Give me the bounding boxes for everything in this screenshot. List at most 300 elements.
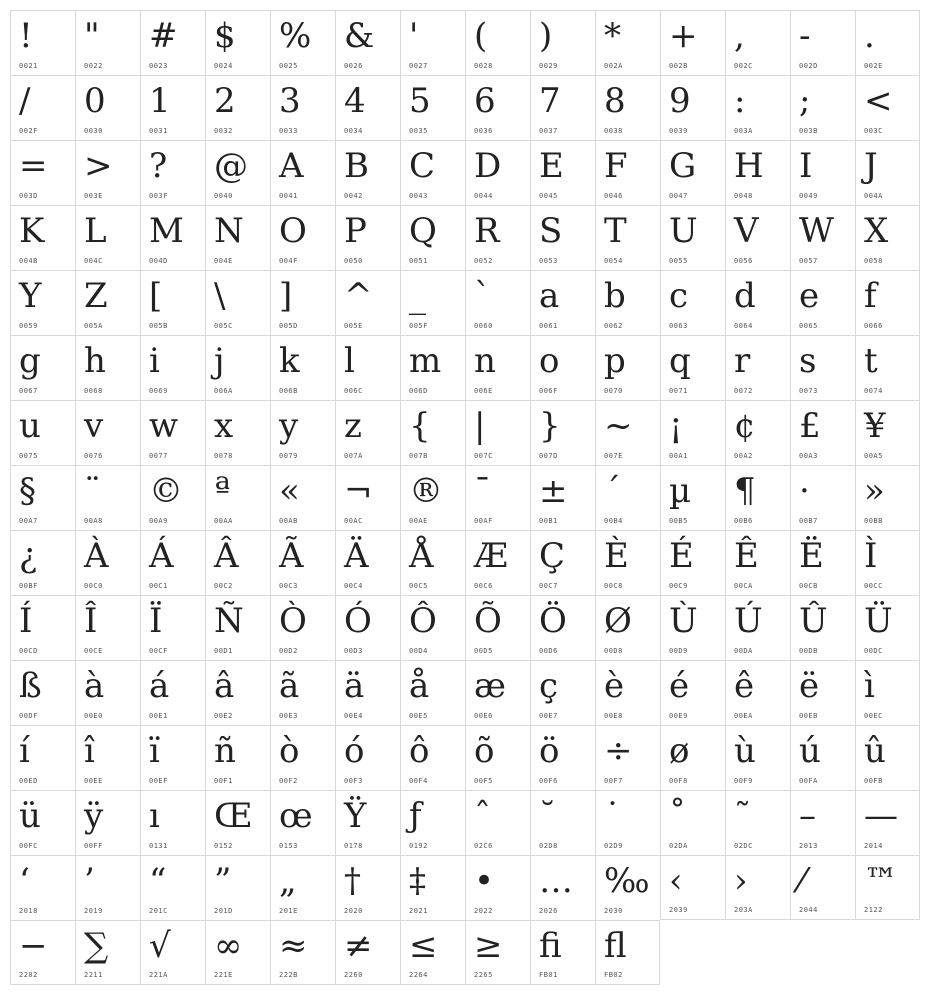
- glyph-cell[interactable]: [400, 660, 465, 725]
- glyph-cell[interactable]: [10, 595, 75, 660]
- glyph-cell[interactable]: [270, 920, 335, 985]
- glyph-cell[interactable]: [205, 465, 270, 530]
- glyph-character: ˘: [539, 796, 556, 836]
- glyph-cell[interactable]: [855, 140, 920, 205]
- glyph-cell[interactable]: [335, 530, 400, 595]
- glyph-cell[interactable]: [205, 725, 270, 790]
- glyph-codepoint-label: 0059: [19, 322, 38, 330]
- glyph-codepoint-label: 0025: [279, 62, 298, 70]
- glyph-cell[interactable]: [205, 920, 270, 985]
- glyph-cell[interactable]: [595, 140, 660, 205]
- glyph-character: e: [799, 276, 820, 316]
- glyph-cell[interactable]: [790, 660, 855, 725]
- glyph-cell[interactable]: [530, 660, 595, 725]
- glyph-cell[interactable]: [205, 530, 270, 595]
- glyph-cell[interactable]: [75, 855, 140, 920]
- glyph-character: ›: [734, 861, 748, 901]
- glyph-character: è: [604, 666, 625, 706]
- glyph-cell[interactable]: [140, 790, 205, 855]
- glyph-codepoint-label: 0079: [279, 452, 298, 460]
- glyph-cell[interactable]: [205, 205, 270, 270]
- glyph-cell[interactable]: [140, 75, 205, 140]
- glyph-cell[interactable]: [270, 10, 335, 75]
- glyph-cell[interactable]: [140, 855, 205, 920]
- glyph-cell[interactable]: [10, 335, 75, 400]
- glyph-cell[interactable]: [270, 205, 335, 270]
- glyph-codepoint-label: 203A: [734, 906, 753, 914]
- glyph-cell[interactable]: [790, 465, 855, 530]
- glyph-cell[interactable]: [335, 205, 400, 270]
- glyph-cell[interactable]: [790, 140, 855, 205]
- glyph-cell[interactable]: [270, 595, 335, 660]
- glyph-cell[interactable]: [140, 400, 205, 465]
- glyph-cell[interactable]: [335, 595, 400, 660]
- glyph-character: £: [799, 406, 821, 446]
- glyph-character: G: [669, 146, 697, 186]
- glyph-character: ñ: [214, 731, 236, 771]
- glyph-cell[interactable]: [855, 855, 920, 920]
- glyph-cell[interactable]: [10, 725, 75, 790]
- glyph-character: »: [864, 471, 885, 511]
- glyph-cell[interactable]: [465, 140, 530, 205]
- glyph-character: ¨: [84, 471, 101, 511]
- glyph-cell[interactable]: [335, 10, 400, 75]
- glyph-cell[interactable]: [855, 335, 920, 400]
- glyph-cell[interactable]: [75, 335, 140, 400]
- glyph-codepoint-label: 00E7: [539, 712, 558, 720]
- glyph-cell[interactable]: [400, 270, 465, 335]
- glyph-cell[interactable]: [660, 595, 725, 660]
- glyph-cell[interactable]: [725, 530, 790, 595]
- glyph-cell[interactable]: [140, 465, 205, 530]
- glyph-cell[interactable]: [400, 10, 465, 75]
- glyph-character: À: [84, 536, 109, 576]
- glyph-cell[interactable]: [790, 10, 855, 75]
- glyph-cell[interactable]: [855, 725, 920, 790]
- glyph-codepoint-label: 2021: [409, 907, 428, 915]
- glyph-cell[interactable]: [270, 465, 335, 530]
- glyph-cell[interactable]: [10, 10, 75, 75]
- glyph-character: E: [539, 146, 564, 186]
- glyph-codepoint-label: 00CD: [19, 647, 38, 655]
- glyph-cell[interactable]: [140, 530, 205, 595]
- glyph-cell[interactable]: [10, 790, 75, 855]
- glyph-cell[interactable]: [595, 75, 660, 140]
- glyph-cell[interactable]: [205, 75, 270, 140]
- glyph-cell[interactable]: [660, 660, 725, 725]
- glyph-cell[interactable]: [270, 400, 335, 465]
- glyph-character: Ô: [409, 601, 437, 641]
- glyph-codepoint-label: 00CA: [734, 582, 753, 590]
- glyph-cell[interactable]: [400, 75, 465, 140]
- glyph-cell[interactable]: [660, 855, 725, 920]
- glyph-codepoint-label: 0131: [149, 842, 168, 850]
- glyph-cell[interactable]: [595, 270, 660, 335]
- glyph-cell[interactable]: [790, 270, 855, 335]
- glyph-cell[interactable]: [530, 75, 595, 140]
- glyph-character: +: [669, 16, 698, 56]
- glyph-cell[interactable]: [205, 140, 270, 205]
- glyph-cell[interactable]: [75, 205, 140, 270]
- glyph-cell[interactable]: [465, 465, 530, 530]
- glyph-codepoint-label: 00B6: [734, 517, 753, 525]
- glyph-cell[interactable]: [205, 270, 270, 335]
- glyph-cell[interactable]: [10, 400, 75, 465]
- glyph-character: ): [539, 16, 553, 56]
- glyph-character: ¥: [864, 406, 886, 446]
- glyph-cell[interactable]: [140, 595, 205, 660]
- glyph-cell[interactable]: [270, 140, 335, 205]
- glyph-cell[interactable]: [75, 10, 140, 75]
- glyph-character: ò: [279, 731, 300, 771]
- glyph-cell[interactable]: [725, 270, 790, 335]
- glyph-character: ?: [149, 146, 168, 186]
- glyph-cell[interactable]: [725, 205, 790, 270]
- glyph-cell[interactable]: [595, 595, 660, 660]
- glyph-cell[interactable]: [595, 10, 660, 75]
- glyph-cell[interactable]: [465, 10, 530, 75]
- glyph-cell[interactable]: [530, 205, 595, 270]
- glyph-cell[interactable]: [10, 75, 75, 140]
- glyph-cell[interactable]: [400, 595, 465, 660]
- glyph-cell[interactable]: [465, 75, 530, 140]
- glyph-cell[interactable]: [335, 725, 400, 790]
- glyph-cell[interactable]: [855, 660, 920, 725]
- glyph-character: ;: [799, 81, 811, 121]
- glyph-character: H: [734, 146, 764, 186]
- glyph-codepoint-label: 0063: [669, 322, 688, 330]
- glyph-cell[interactable]: [855, 465, 920, 530]
- glyph-character: B: [344, 146, 369, 186]
- glyph-character: 3: [279, 81, 301, 121]
- glyph-character: N: [214, 211, 244, 251]
- glyph-cell[interactable]: [855, 530, 920, 595]
- glyph-cell[interactable]: [10, 855, 75, 920]
- glyph-cell[interactable]: [595, 400, 660, 465]
- glyph-cell[interactable]: [725, 660, 790, 725]
- glyph-codepoint-label: 0055: [669, 257, 688, 265]
- glyph-codepoint-label: 0028: [474, 62, 493, 70]
- glyph-cell[interactable]: [725, 595, 790, 660]
- glyph-cell[interactable]: [140, 335, 205, 400]
- glyph-cell[interactable]: [75, 530, 140, 595]
- glyph-cell[interactable]: [660, 465, 725, 530]
- glyph-cell[interactable]: [10, 140, 75, 205]
- glyph-codepoint-label: 2044: [799, 906, 818, 914]
- glyph-cell[interactable]: [725, 400, 790, 465]
- glyph-cell[interactable]: [10, 660, 75, 725]
- glyph-cell[interactable]: [270, 790, 335, 855]
- glyph-cell[interactable]: [205, 335, 270, 400]
- glyph-cell[interactable]: [465, 270, 530, 335]
- glyph-cell[interactable]: [465, 790, 530, 855]
- glyph-cell[interactable]: [530, 595, 595, 660]
- glyph-character: ≥: [474, 926, 503, 966]
- glyph-cell[interactable]: [400, 140, 465, 205]
- glyph-character: <: [864, 81, 893, 121]
- glyph-cell[interactable]: [140, 920, 205, 985]
- glyph-codepoint-label: 00B5: [669, 517, 688, 525]
- glyph-cell[interactable]: [75, 75, 140, 140]
- glyph-cell[interactable]: [595, 660, 660, 725]
- glyph-cell[interactable]: [335, 790, 400, 855]
- glyph-character: ô: [409, 731, 430, 771]
- glyph-codepoint-label: 0048: [734, 192, 753, 200]
- glyph-character: ù: [734, 731, 756, 771]
- glyph-cell[interactable]: [400, 530, 465, 595]
- glyph-codepoint-label: 00AC: [344, 517, 363, 525]
- glyph-codepoint-label: 003F: [149, 192, 168, 200]
- glyph-cell[interactable]: [660, 10, 725, 75]
- glyph-cell[interactable]: [335, 920, 400, 985]
- glyph-cell[interactable]: [855, 790, 920, 855]
- glyph-cell[interactable]: [10, 465, 75, 530]
- glyph-cell[interactable]: [790, 205, 855, 270]
- glyph-cell[interactable]: [790, 595, 855, 660]
- glyph-cell[interactable]: [270, 75, 335, 140]
- glyph-character: %: [279, 16, 312, 56]
- glyph-cell[interactable]: [855, 75, 920, 140]
- glyph-character: Y: [19, 276, 42, 316]
- glyph-cell[interactable]: [855, 270, 920, 335]
- glyph-cell[interactable]: [335, 75, 400, 140]
- glyph-cell[interactable]: [205, 400, 270, 465]
- glyph-codepoint-label: 00D5: [474, 647, 493, 655]
- glyph-cell[interactable]: [660, 205, 725, 270]
- glyph-character: {: [409, 406, 431, 446]
- glyph-cell[interactable]: [400, 205, 465, 270]
- glyph-cell[interactable]: [465, 205, 530, 270]
- glyph-character: ¯: [474, 471, 491, 511]
- glyph-character: Õ: [474, 601, 502, 641]
- glyph-cell[interactable]: [140, 725, 205, 790]
- glyph-cell[interactable]: [530, 530, 595, 595]
- glyph-character: J: [864, 146, 878, 186]
- glyph-cell[interactable]: [855, 205, 920, 270]
- glyph-cell[interactable]: [725, 790, 790, 855]
- glyph-codepoint-label: 003D: [19, 192, 38, 200]
- glyph-cell[interactable]: [725, 10, 790, 75]
- glyph-cell[interactable]: [75, 725, 140, 790]
- glyph-codepoint-label: 0029: [539, 62, 558, 70]
- glyph-cell[interactable]: [335, 335, 400, 400]
- glyph-cell[interactable]: [270, 335, 335, 400]
- glyph-cell[interactable]: [595, 855, 660, 920]
- glyph-cell[interactable]: [530, 725, 595, 790]
- glyph-cell[interactable]: [725, 855, 790, 920]
- glyph-cell[interactable]: [595, 465, 660, 530]
- glyph-cell[interactable]: [75, 270, 140, 335]
- glyph-cell[interactable]: [270, 660, 335, 725]
- glyph-cell[interactable]: [595, 530, 660, 595]
- glyph-cell[interactable]: [465, 530, 530, 595]
- glyph-cell[interactable]: [465, 725, 530, 790]
- glyph-character: æ: [474, 666, 506, 706]
- glyph-cell[interactable]: [400, 920, 465, 985]
- glyph-codepoint-label: 004D: [149, 257, 168, 265]
- glyph-cell[interactable]: [205, 855, 270, 920]
- glyph-cell[interactable]: [790, 75, 855, 140]
- glyph-character: Á: [149, 536, 174, 576]
- glyph-cell[interactable]: [855, 10, 920, 75]
- glyph-cell[interactable]: [530, 10, 595, 75]
- glyph-codepoint-label: 0065: [799, 322, 818, 330]
- glyph-codepoint-label: 00AB: [279, 517, 298, 525]
- glyph-codepoint-label: 005E: [344, 322, 363, 330]
- glyph-character: È: [604, 536, 629, 576]
- glyph-cell[interactable]: [10, 270, 75, 335]
- glyph-cell[interactable]: [400, 335, 465, 400]
- glyph-codepoint-label: 02D9: [604, 842, 623, 850]
- glyph-cell[interactable]: [270, 270, 335, 335]
- glyph-cell[interactable]: [10, 920, 75, 985]
- glyph-cell[interactable]: [530, 270, 595, 335]
- glyph-character: -: [799, 16, 811, 56]
- glyph-cell[interactable]: [75, 465, 140, 530]
- glyph-cell[interactable]: [75, 400, 140, 465]
- glyph-cell[interactable]: [530, 335, 595, 400]
- glyph-cell[interactable]: [270, 855, 335, 920]
- glyph-cell[interactable]: [400, 855, 465, 920]
- glyph-cell[interactable]: [465, 660, 530, 725]
- glyph-codepoint-label: 0049: [799, 192, 818, 200]
- glyph-cell[interactable]: [660, 335, 725, 400]
- glyph-cell[interactable]: [530, 465, 595, 530]
- glyph-character: /: [19, 81, 31, 121]
- glyph-cell[interactable]: [790, 335, 855, 400]
- glyph-cell[interactable]: [75, 790, 140, 855]
- glyph-codepoint-label: 2013: [799, 842, 818, 850]
- glyph-cell[interactable]: [140, 270, 205, 335]
- glyph-cell[interactable]: [335, 400, 400, 465]
- glyph-codepoint-label: 2019: [84, 907, 103, 915]
- glyph-codepoint-label: 0030: [84, 127, 103, 135]
- glyph-cell[interactable]: [10, 530, 75, 595]
- glyph-codepoint-label: 00D8: [604, 647, 623, 655]
- glyph-codepoint-label: 02DC: [734, 842, 753, 850]
- glyph-codepoint-label: 00F6: [539, 777, 558, 785]
- glyph-cell[interactable]: [335, 855, 400, 920]
- glyph-cell[interactable]: [530, 920, 595, 985]
- glyph-codepoint-label: 007E: [604, 452, 623, 460]
- glyph-cell[interactable]: [855, 595, 920, 660]
- glyph-cell[interactable]: [140, 10, 205, 75]
- glyph-character: …: [539, 861, 573, 901]
- glyph-cell[interactable]: [270, 725, 335, 790]
- glyph-codepoint-label: 00F1: [214, 777, 233, 785]
- glyph-cell[interactable]: [75, 595, 140, 660]
- glyph-cell[interactable]: [660, 270, 725, 335]
- glyph-character: T: [604, 211, 627, 251]
- glyph-cell[interactable]: [725, 140, 790, 205]
- glyph-cell[interactable]: [335, 140, 400, 205]
- glyph-codepoint-label: 00B4: [604, 517, 623, 525]
- glyph-cell[interactable]: [660, 400, 725, 465]
- glyph-cell[interactable]: [140, 660, 205, 725]
- glyph-character: Z: [84, 276, 108, 316]
- glyph-cell[interactable]: [335, 660, 400, 725]
- glyph-cell[interactable]: [660, 530, 725, 595]
- glyph-cell[interactable]: [660, 75, 725, 140]
- glyph-cell[interactable]: [530, 400, 595, 465]
- glyph-codepoint-label: 00EA: [734, 712, 753, 720]
- glyph-cell[interactable]: [75, 920, 140, 985]
- glyph-cell[interactable]: [595, 920, 660, 985]
- glyph-codepoint-label: 0054: [604, 257, 623, 265]
- glyph-cell[interactable]: [725, 75, 790, 140]
- glyph-cell[interactable]: [790, 725, 855, 790]
- glyph-cell[interactable]: [400, 725, 465, 790]
- glyph-cell[interactable]: [595, 335, 660, 400]
- glyph-cell[interactable]: [725, 725, 790, 790]
- glyph-cell[interactable]: [205, 660, 270, 725]
- glyph-cell[interactable]: [855, 400, 920, 465]
- glyph-codepoint-label: 00F8: [669, 777, 688, 785]
- glyph-cell[interactable]: [400, 465, 465, 530]
- glyph-cell[interactable]: [725, 465, 790, 530]
- glyph-cell[interactable]: [595, 725, 660, 790]
- glyph-codepoint-label: 007C: [474, 452, 493, 460]
- glyph-codepoint-label: 007D: [539, 452, 558, 460]
- glyph-character: Í: [19, 601, 33, 641]
- glyph-cell[interactable]: [400, 400, 465, 465]
- glyph-cell[interactable]: [725, 335, 790, 400]
- glyph-cell[interactable]: [660, 725, 725, 790]
- glyph-cell[interactable]: [530, 140, 595, 205]
- glyph-character: ‰: [604, 861, 650, 901]
- glyph-character: Ó: [344, 601, 372, 641]
- glyph-cell[interactable]: [75, 660, 140, 725]
- glyph-cell[interactable]: [595, 790, 660, 855]
- glyph-cell[interactable]: [790, 855, 855, 920]
- glyph-cell[interactable]: [465, 595, 530, 660]
- glyph-cell[interactable]: [140, 140, 205, 205]
- glyph-cell[interactable]: [790, 790, 855, 855]
- glyph-cell[interactable]: [205, 595, 270, 660]
- glyph-codepoint-label: 006A: [214, 387, 233, 395]
- glyph-cell[interactable]: [465, 920, 530, 985]
- glyph-cell[interactable]: [75, 140, 140, 205]
- glyph-cell[interactable]: [660, 790, 725, 855]
- glyph-codepoint-label: 005D: [279, 322, 298, 330]
- glyph-cell[interactable]: [10, 205, 75, 270]
- glyph-codepoint-label: 02D8: [539, 842, 558, 850]
- glyph-character: ∑: [84, 926, 109, 966]
- glyph-cell[interactable]: [140, 205, 205, 270]
- glyph-character: ‡: [409, 861, 426, 901]
- glyph-cell[interactable]: [595, 205, 660, 270]
- glyph-cell[interactable]: [205, 10, 270, 75]
- glyph-codepoint-label: 0032: [214, 127, 233, 135]
- glyph-cell[interactable]: [790, 530, 855, 595]
- glyph-cell[interactable]: [465, 400, 530, 465]
- glyph-cell[interactable]: [790, 400, 855, 465]
- glyph-cell[interactable]: [205, 790, 270, 855]
- glyph-cell[interactable]: [335, 270, 400, 335]
- glyph-cell[interactable]: [660, 140, 725, 205]
- glyph-cell[interactable]: [270, 530, 335, 595]
- glyph-character: ó: [344, 731, 365, 771]
- glyph-cell[interactable]: [530, 855, 595, 920]
- glyph-character: ë: [799, 666, 820, 706]
- glyph-cell[interactable]: [530, 790, 595, 855]
- glyph-cell[interactable]: [335, 465, 400, 530]
- glyph-cell[interactable]: [400, 790, 465, 855]
- glyph-codepoint-label: 0076: [84, 452, 103, 460]
- glyph-cell[interactable]: [465, 855, 530, 920]
- glyph-character: Î: [84, 601, 98, 641]
- glyph-cell[interactable]: [465, 335, 530, 400]
